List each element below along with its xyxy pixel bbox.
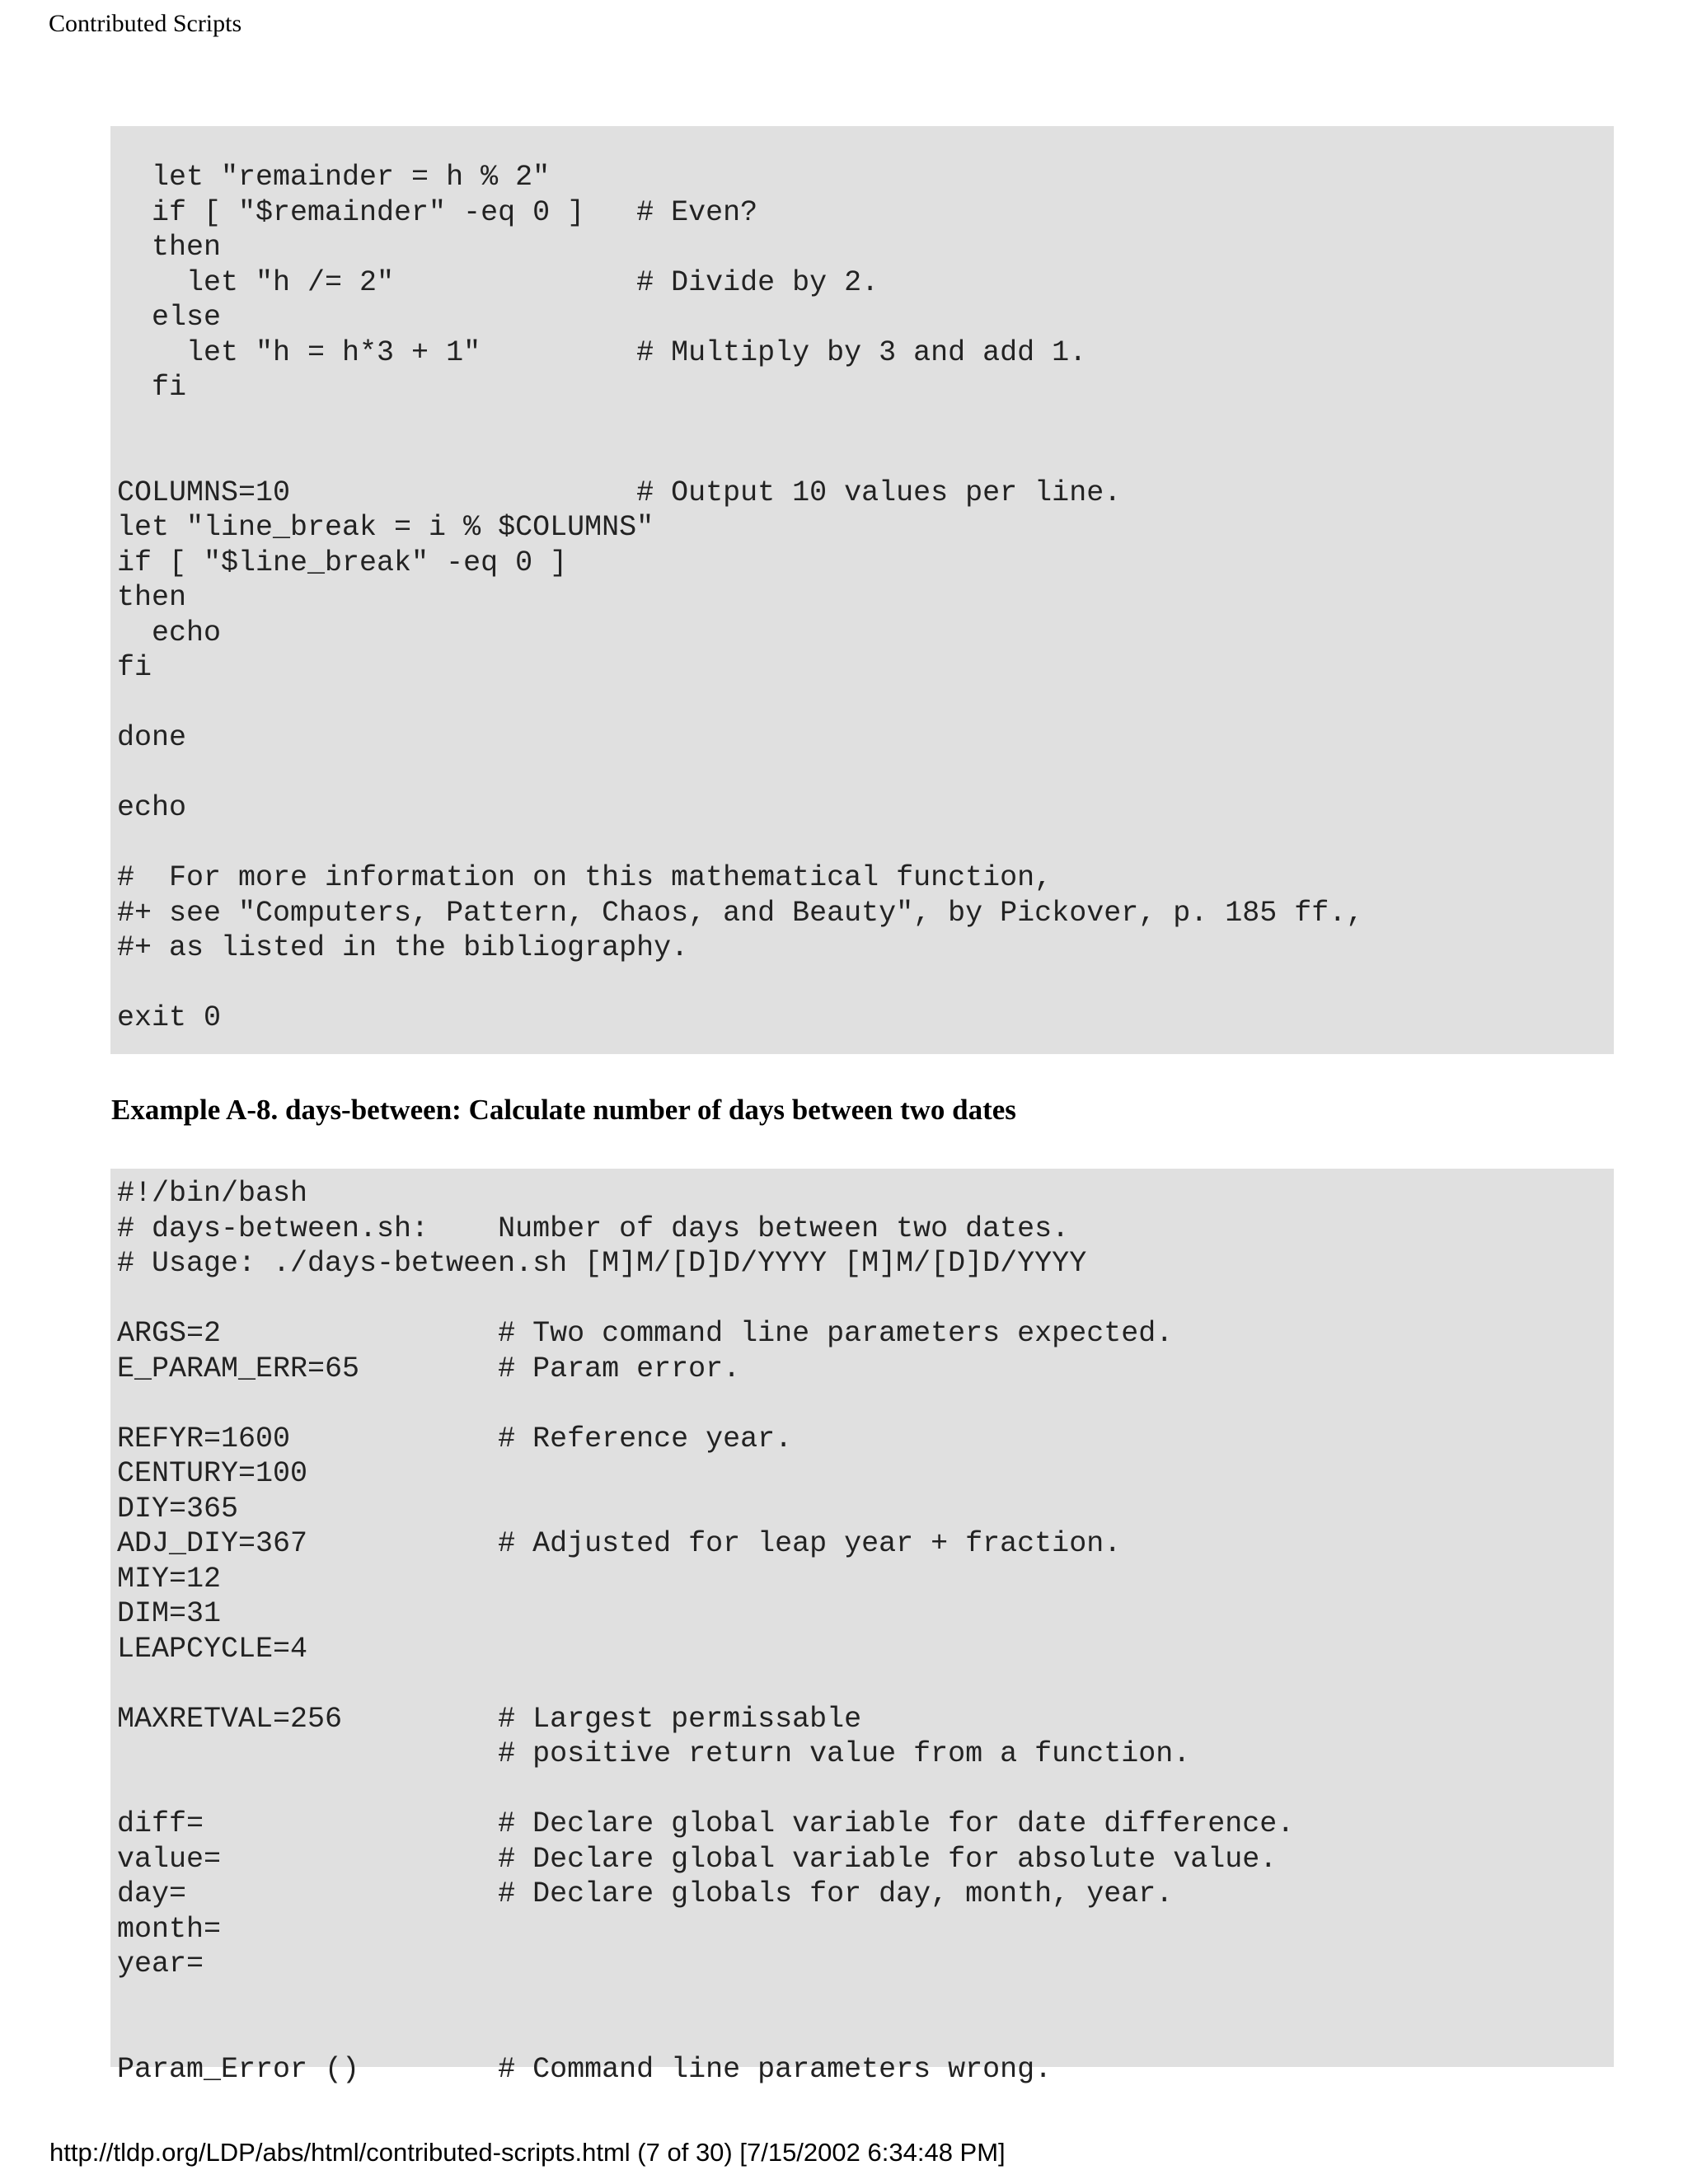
- page-header-title: Contributed Scripts: [49, 10, 242, 37]
- code-listing: #!/bin/bash # days-between.sh: Number of days between two dates. # Usage: ./days-between.sh [M]M/[D]D/YYYY [M]M/[D]D/YYYY ARGS=2 # Two command line parameters expected. E_PARAM_ERR=65 # Param error. REFYR=1600 # Reference year. CENTURY=100 DIY=365 ADJ_DIY=367 # Adjusted for leap year + fraction. MIY=12 DIM=31 LEAPCYCLE=4 MAXRETVAL=256 # Largest permissable # positive return value from a function. diff= # Declare global variable for date difference. value= # Declare global variable for absolute value. day= # Declare globals for day, month, year. month= year= Param_Error () # Command line parameters wrong.: [117, 1177, 1295, 2086]
- example-title: Example A-8. days-between: Calculate number of days between two dates: [111, 1094, 1016, 1126]
- footer-url: http://tldp.org/LDP/abs/html/contributed-scripts.html (7 of 30) [7/15/2002 6:34:48 PM]: [49, 2138, 1006, 2167]
- code-listing: let "remainder = h % 2" if [ "$remainder" -eq 0 ] # Even? then let "h /= 2" # Divide by 2. else let "h = h*3 + 1" # Multiply by 3 and add 1. fi COLUMNS=10 # Output 10 values per line. let "line_break = i % $COLUMNS" if [ "$line_break" -eq 0 ] then echo fi done echo # For more information on this mathematical function, #+ see "Computers, Pattern, Chaos, and Beauty", by Pickover, p. 185 ff., #+ as listed in the bibliography. exit 0: [117, 161, 1364, 1034]
- code-block-days-between: [110, 1169, 1614, 2086]
- code-block-collatz-tail: [110, 126, 1614, 1054]
